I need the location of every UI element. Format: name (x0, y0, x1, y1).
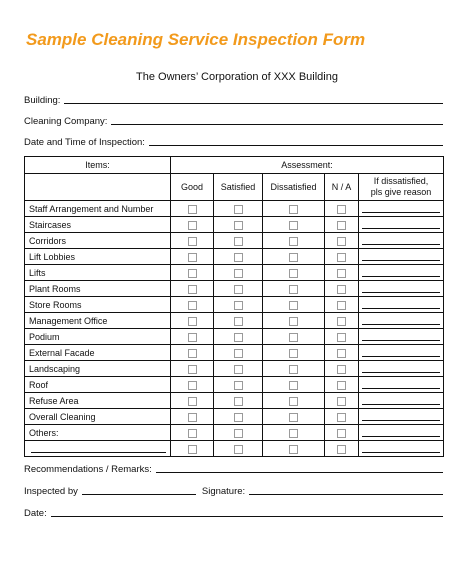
good-checkbox[interactable] (188, 221, 197, 230)
na-checkbox[interactable] (337, 253, 346, 262)
checkbox-cell (171, 201, 214, 217)
recommendations-line[interactable] (156, 471, 443, 473)
reason-header-line2: pls give reason (370, 187, 432, 197)
reason-line[interactable] (362, 445, 440, 453)
satisfied-checkbox[interactable] (234, 413, 243, 422)
reason-cell (359, 281, 444, 297)
item-label: Corridors (25, 233, 171, 249)
building-field[interactable] (24, 95, 443, 106)
na-checkbox[interactable] (337, 397, 346, 406)
na-checkbox[interactable] (337, 317, 346, 326)
good-checkbox[interactable] (188, 429, 197, 438)
good-checkbox[interactable] (188, 205, 197, 214)
item-label: Management Office (25, 313, 171, 329)
checkbox-cell (263, 345, 325, 361)
good-checkbox[interactable] (188, 237, 197, 246)
na-checkbox[interactable] (337, 333, 346, 342)
checkbox-cell (263, 361, 325, 377)
item-label: Staff Arrangement and Number (25, 201, 171, 217)
reason-line[interactable] (362, 381, 440, 389)
checkbox-cell (263, 217, 325, 233)
item-label: Overall Cleaning (25, 409, 171, 425)
reason-header-line1: If dissatisfied, (373, 176, 429, 186)
reason-cell (359, 313, 444, 329)
checkbox-cell (263, 425, 325, 441)
col-reason (359, 174, 444, 201)
dissatisfied-checkbox[interactable] (289, 253, 298, 262)
checkbox-cell (263, 377, 325, 393)
col-satisfied: Satisfied (214, 174, 263, 201)
checkbox-cell (171, 345, 214, 361)
satisfied-checkbox[interactable] (234, 221, 243, 230)
table-row (25, 393, 444, 409)
checkbox-cell (325, 217, 359, 233)
checkbox-cell (214, 249, 263, 265)
checkbox-cell (171, 393, 214, 409)
reason-line[interactable] (362, 333, 440, 341)
assessment-table (24, 156, 444, 457)
checkbox-cell (171, 313, 214, 329)
reason-cell (359, 393, 444, 409)
good-checkbox[interactable] (188, 365, 197, 374)
na-checkbox[interactable] (337, 285, 346, 294)
checkbox-cell (263, 281, 325, 297)
checkbox-cell (263, 233, 325, 249)
inspected-by-line[interactable] (82, 493, 196, 495)
checkbox-cell (325, 249, 359, 265)
reason-line[interactable] (362, 349, 440, 357)
items-subheader-blank (25, 174, 171, 201)
satisfied-checkbox[interactable] (234, 269, 243, 278)
good-checkbox[interactable] (188, 397, 197, 406)
date-line[interactable] (51, 515, 443, 517)
checkbox-cell (171, 249, 214, 265)
good-checkbox[interactable] (188, 317, 197, 326)
checkbox-cell (214, 297, 263, 313)
reason-cell (359, 377, 444, 393)
reason-cell (359, 297, 444, 313)
dissatisfied-checkbox[interactable] (289, 205, 298, 214)
checkbox-cell (263, 329, 325, 345)
reason-line[interactable] (362, 429, 440, 437)
table-row (25, 281, 444, 297)
checkbox-cell (214, 361, 263, 377)
reason-cell (359, 345, 444, 361)
checkbox-cell (214, 233, 263, 249)
table-row (25, 249, 444, 265)
table-row (25, 201, 444, 217)
checkbox-cell (263, 441, 325, 457)
checkbox-cell (263, 201, 325, 217)
na-checkbox[interactable] (337, 269, 346, 278)
signature-label: Signature: (201, 486, 246, 497)
cleaning-company-line[interactable] (111, 123, 443, 125)
satisfied-checkbox[interactable] (234, 445, 243, 454)
date-time-label: Date and Time of Inspection: (24, 137, 145, 148)
checkbox-cell (214, 393, 263, 409)
checkbox-cell (171, 233, 214, 249)
reason-cell (359, 233, 444, 249)
recommendations-field[interactable] (24, 464, 443, 475)
item-label: Podium (25, 329, 171, 345)
checkbox-cell (214, 329, 263, 345)
checkbox-cell (325, 393, 359, 409)
table-row (25, 361, 444, 377)
table-row (25, 425, 444, 441)
col-na: N / A (325, 174, 359, 201)
items-header: Items: (25, 157, 171, 174)
dissatisfied-checkbox[interactable] (289, 301, 298, 310)
table-row (25, 217, 444, 233)
satisfied-checkbox[interactable] (234, 317, 243, 326)
na-checkbox[interactable] (337, 221, 346, 230)
dissatisfied-checkbox[interactable] (289, 397, 298, 406)
reason-line[interactable] (362, 285, 440, 293)
date-time-line[interactable] (149, 144, 443, 146)
cleaning-company-field[interactable] (24, 116, 443, 127)
checkbox-cell (214, 313, 263, 329)
dissatisfied-checkbox[interactable] (289, 429, 298, 438)
checkbox-cell (325, 409, 359, 425)
checkbox-cell (263, 265, 325, 281)
item-label: Lift Lobbies (25, 249, 171, 265)
checkbox-cell (214, 265, 263, 281)
na-checkbox[interactable] (337, 413, 346, 422)
na-checkbox[interactable] (337, 429, 346, 438)
satisfied-checkbox[interactable] (234, 349, 243, 358)
checkbox-cell (171, 265, 214, 281)
recommendations-label: Recommendations / Remarks: (24, 464, 152, 475)
checkbox-cell (325, 233, 359, 249)
reason-cell (359, 441, 444, 457)
checkbox-cell (263, 313, 325, 329)
checkbox-cell (214, 377, 263, 393)
reason-line[interactable] (362, 301, 440, 309)
checkbox-cell (263, 297, 325, 313)
checkbox-cell (214, 345, 263, 361)
table-row (25, 409, 444, 425)
good-checkbox[interactable] (188, 413, 197, 422)
dissatisfied-checkbox[interactable] (289, 349, 298, 358)
checkbox-cell (263, 249, 325, 265)
building-label: Building: (24, 95, 61, 106)
checkbox-cell (171, 297, 214, 313)
checkbox-cell (171, 425, 214, 441)
checkbox-cell (171, 377, 214, 393)
col-dissatisfied: Dissatisfied (263, 174, 325, 201)
checkbox-cell (263, 409, 325, 425)
item-label: Staircases (25, 217, 171, 233)
form-subtitle: The Owners’ Corporation of XXX Building (136, 71, 338, 83)
dissatisfied-checkbox[interactable] (289, 317, 298, 326)
satisfied-checkbox[interactable] (234, 397, 243, 406)
table-row (25, 329, 444, 345)
others-blank-line[interactable] (31, 445, 166, 453)
checkbox-cell (214, 425, 263, 441)
dissatisfied-checkbox[interactable] (289, 381, 298, 390)
item-label: Landscaping (25, 361, 171, 377)
satisfied-checkbox[interactable] (234, 237, 243, 246)
checkbox-cell (171, 217, 214, 233)
item-label: Roof (25, 377, 171, 393)
checkbox-cell (325, 441, 359, 457)
checkbox-cell (325, 345, 359, 361)
reason-cell (359, 361, 444, 377)
good-checkbox[interactable] (188, 349, 197, 358)
checkbox-cell (325, 361, 359, 377)
dissatisfied-checkbox[interactable] (289, 269, 298, 278)
dissatisfied-checkbox[interactable] (289, 445, 298, 454)
item-label: Refuse Area (25, 393, 171, 409)
dissatisfied-checkbox[interactable] (289, 221, 298, 230)
na-checkbox[interactable] (337, 365, 346, 374)
checkbox-cell (325, 201, 359, 217)
satisfied-checkbox[interactable] (234, 381, 243, 390)
checkbox-cell (325, 281, 359, 297)
checkbox-cell (325, 377, 359, 393)
cleaning-company-label: Cleaning Company: (24, 116, 108, 127)
good-checkbox[interactable] (188, 333, 197, 342)
others-blank-cell (25, 441, 171, 457)
assessment-header: Assessment: (171, 157, 444, 174)
good-checkbox[interactable] (188, 285, 197, 294)
good-checkbox[interactable] (188, 381, 197, 390)
satisfied-checkbox[interactable] (234, 333, 243, 342)
table-row (25, 441, 444, 457)
checkbox-cell (325, 329, 359, 345)
checkbox-cell (263, 393, 325, 409)
checkbox-cell (214, 281, 263, 297)
good-checkbox[interactable] (188, 253, 197, 262)
date-time-field[interactable] (24, 137, 443, 148)
checkbox-cell (214, 217, 263, 233)
checkbox-cell (325, 425, 359, 441)
reason-line[interactable] (362, 253, 440, 261)
inspected-by-row (24, 486, 443, 497)
dissatisfied-checkbox[interactable] (289, 237, 298, 246)
item-label: Others: (25, 425, 171, 441)
checkbox-cell (214, 441, 263, 457)
date-label: Date: (24, 508, 47, 519)
item-label: External Facade (25, 345, 171, 361)
satisfied-checkbox[interactable] (234, 429, 243, 438)
reason-cell (359, 409, 444, 425)
inspected-by-label: Inspected by (24, 486, 78, 497)
dissatisfied-checkbox[interactable] (289, 333, 298, 342)
reason-cell (359, 201, 444, 217)
good-checkbox[interactable] (188, 301, 197, 310)
checkbox-cell (325, 265, 359, 281)
dissatisfied-checkbox[interactable] (289, 365, 298, 374)
checkbox-cell (325, 313, 359, 329)
reason-cell (359, 249, 444, 265)
satisfied-checkbox[interactable] (234, 205, 243, 214)
reason-cell (359, 217, 444, 233)
table-row (25, 265, 444, 281)
good-checkbox[interactable] (188, 445, 197, 454)
checkbox-cell (214, 409, 263, 425)
checkbox-cell (171, 441, 214, 457)
table-row (25, 313, 444, 329)
na-checkbox[interactable] (337, 237, 346, 246)
reason-line[interactable] (362, 413, 440, 421)
reason-line[interactable] (362, 365, 440, 373)
good-checkbox[interactable] (188, 269, 197, 278)
dissatisfied-checkbox[interactable] (289, 413, 298, 422)
checkbox-cell (171, 281, 214, 297)
col-good: Good (171, 174, 214, 201)
reason-line[interactable] (362, 205, 440, 213)
date-field[interactable] (24, 508, 443, 519)
reason-line[interactable] (362, 317, 440, 325)
satisfied-checkbox[interactable] (234, 285, 243, 294)
na-checkbox[interactable] (337, 349, 346, 358)
satisfied-checkbox[interactable] (234, 253, 243, 262)
item-label: Plant Rooms (25, 281, 171, 297)
building-line[interactable] (64, 102, 443, 104)
checkbox-cell (171, 329, 214, 345)
item-label: Store Rooms (25, 297, 171, 313)
checkbox-cell (214, 201, 263, 217)
reason-cell (359, 265, 444, 281)
satisfied-checkbox[interactable] (234, 365, 243, 374)
item-label: Lifts (25, 265, 171, 281)
form-title: Sample Cleaning Service Inspection Form (26, 30, 366, 49)
checkbox-cell (171, 361, 214, 377)
signature-line[interactable] (249, 493, 443, 495)
reason-line[interactable] (362, 237, 440, 245)
table-row (25, 233, 444, 249)
dissatisfied-checkbox[interactable] (289, 285, 298, 294)
na-checkbox[interactable] (337, 445, 346, 454)
reason-line[interactable] (362, 397, 440, 405)
reason-cell (359, 425, 444, 441)
checkbox-cell (171, 409, 214, 425)
table-row (25, 345, 444, 361)
reason-cell (359, 329, 444, 345)
reason-line[interactable] (362, 269, 440, 277)
table-row (25, 297, 444, 313)
na-checkbox[interactable] (337, 381, 346, 390)
na-checkbox[interactable] (337, 205, 346, 214)
satisfied-checkbox[interactable] (234, 301, 243, 310)
checkbox-cell (325, 297, 359, 313)
table-row (25, 377, 444, 393)
na-checkbox[interactable] (337, 301, 346, 310)
reason-line[interactable] (362, 221, 440, 229)
